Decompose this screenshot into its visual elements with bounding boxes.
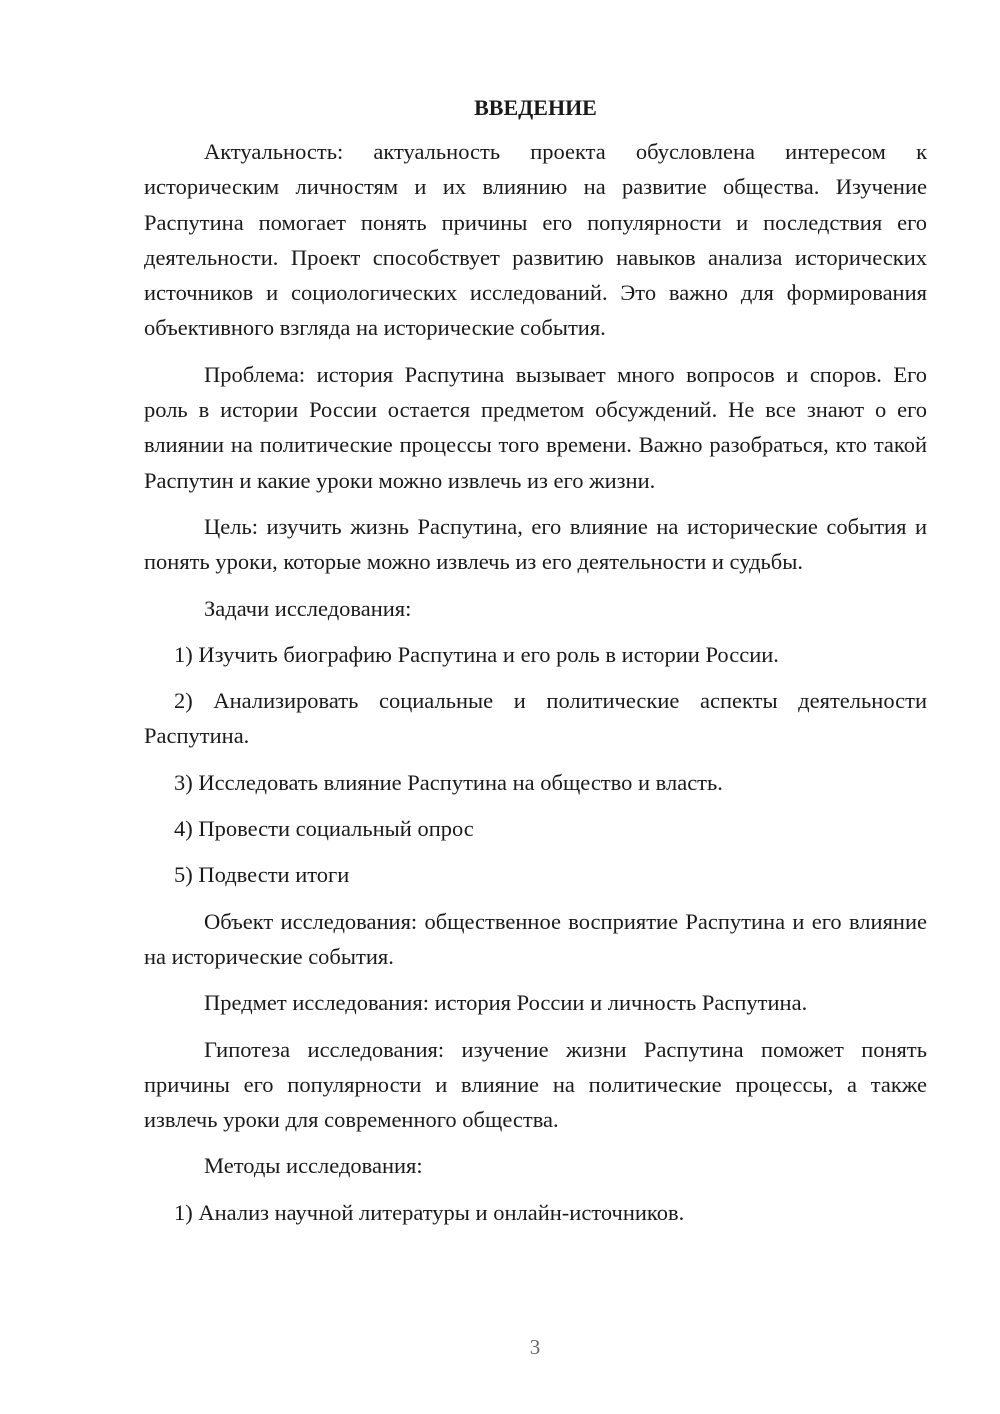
hypothesis-paragraph: Гипотеза исследования: изучение жизни Распутина поможет понять причины его популярности и влияние на политические процессы, а также извлечь уроки для современного общества. <box>144 1036 927 1133</box>
method-item: 1) Анализ научной литературы и онлайн-источников. <box>174 1199 685 1225</box>
task-item: 4) Провести социальный опрос <box>174 816 474 842</box>
section-heading: ВВЕДЕНИЕ <box>474 95 597 120</box>
tasks-heading: Задачи исследования: <box>204 595 412 621</box>
goal-paragraph: Цель: изучить жизнь Распутина, его влияние на исторические события и понять уроки, которые можно извлечь из его деятельности и судьбы. <box>144 513 927 575</box>
page-number: 3 <box>529 1335 541 1359</box>
task-item: 2) Анализировать социальные и политические аспекты деятельности Распутина. <box>144 688 927 749</box>
object-paragraph: Объект исследования: общественное восприятие Распутина и его влияние на исторические события. <box>144 908 927 969</box>
task-item: 3) Исследовать влияние Распутина на общество и власть. <box>174 769 723 795</box>
methods-heading: Методы исследования: <box>204 1153 423 1179</box>
problem-paragraph: Проблема: история Распутина вызывает много вопросов и споров. Его роль в истории России остается предметом обсуждений. Не все знают о его влиянии на политические процессы того времени. Важно разобраться, кто такой Распутин и какие уроки можно извлечь из его жизни. <box>144 361 927 493</box>
subject-paragraph: Предмет исследования: история России и личность Распутина. <box>204 990 808 1016</box>
relevance-paragraph: Актуальность: актуальность проекта обусловлена интересом к историческим личностям и их влиянию на развитие общества. Изучение Распутина помогает понять причины его популярности и последствия его деятельности. Проект способствует развитию навыков анализа исторических источников и социологических исследований. Это важно для формирования объективного взгляда на исторические события. <box>144 139 927 341</box>
document-page <box>144 90 927 1241</box>
task-item: 5) Подвести итоги <box>174 862 350 888</box>
task-item: 1) Изучить биографию Распутина и его роль в истории России. <box>174 641 779 667</box>
